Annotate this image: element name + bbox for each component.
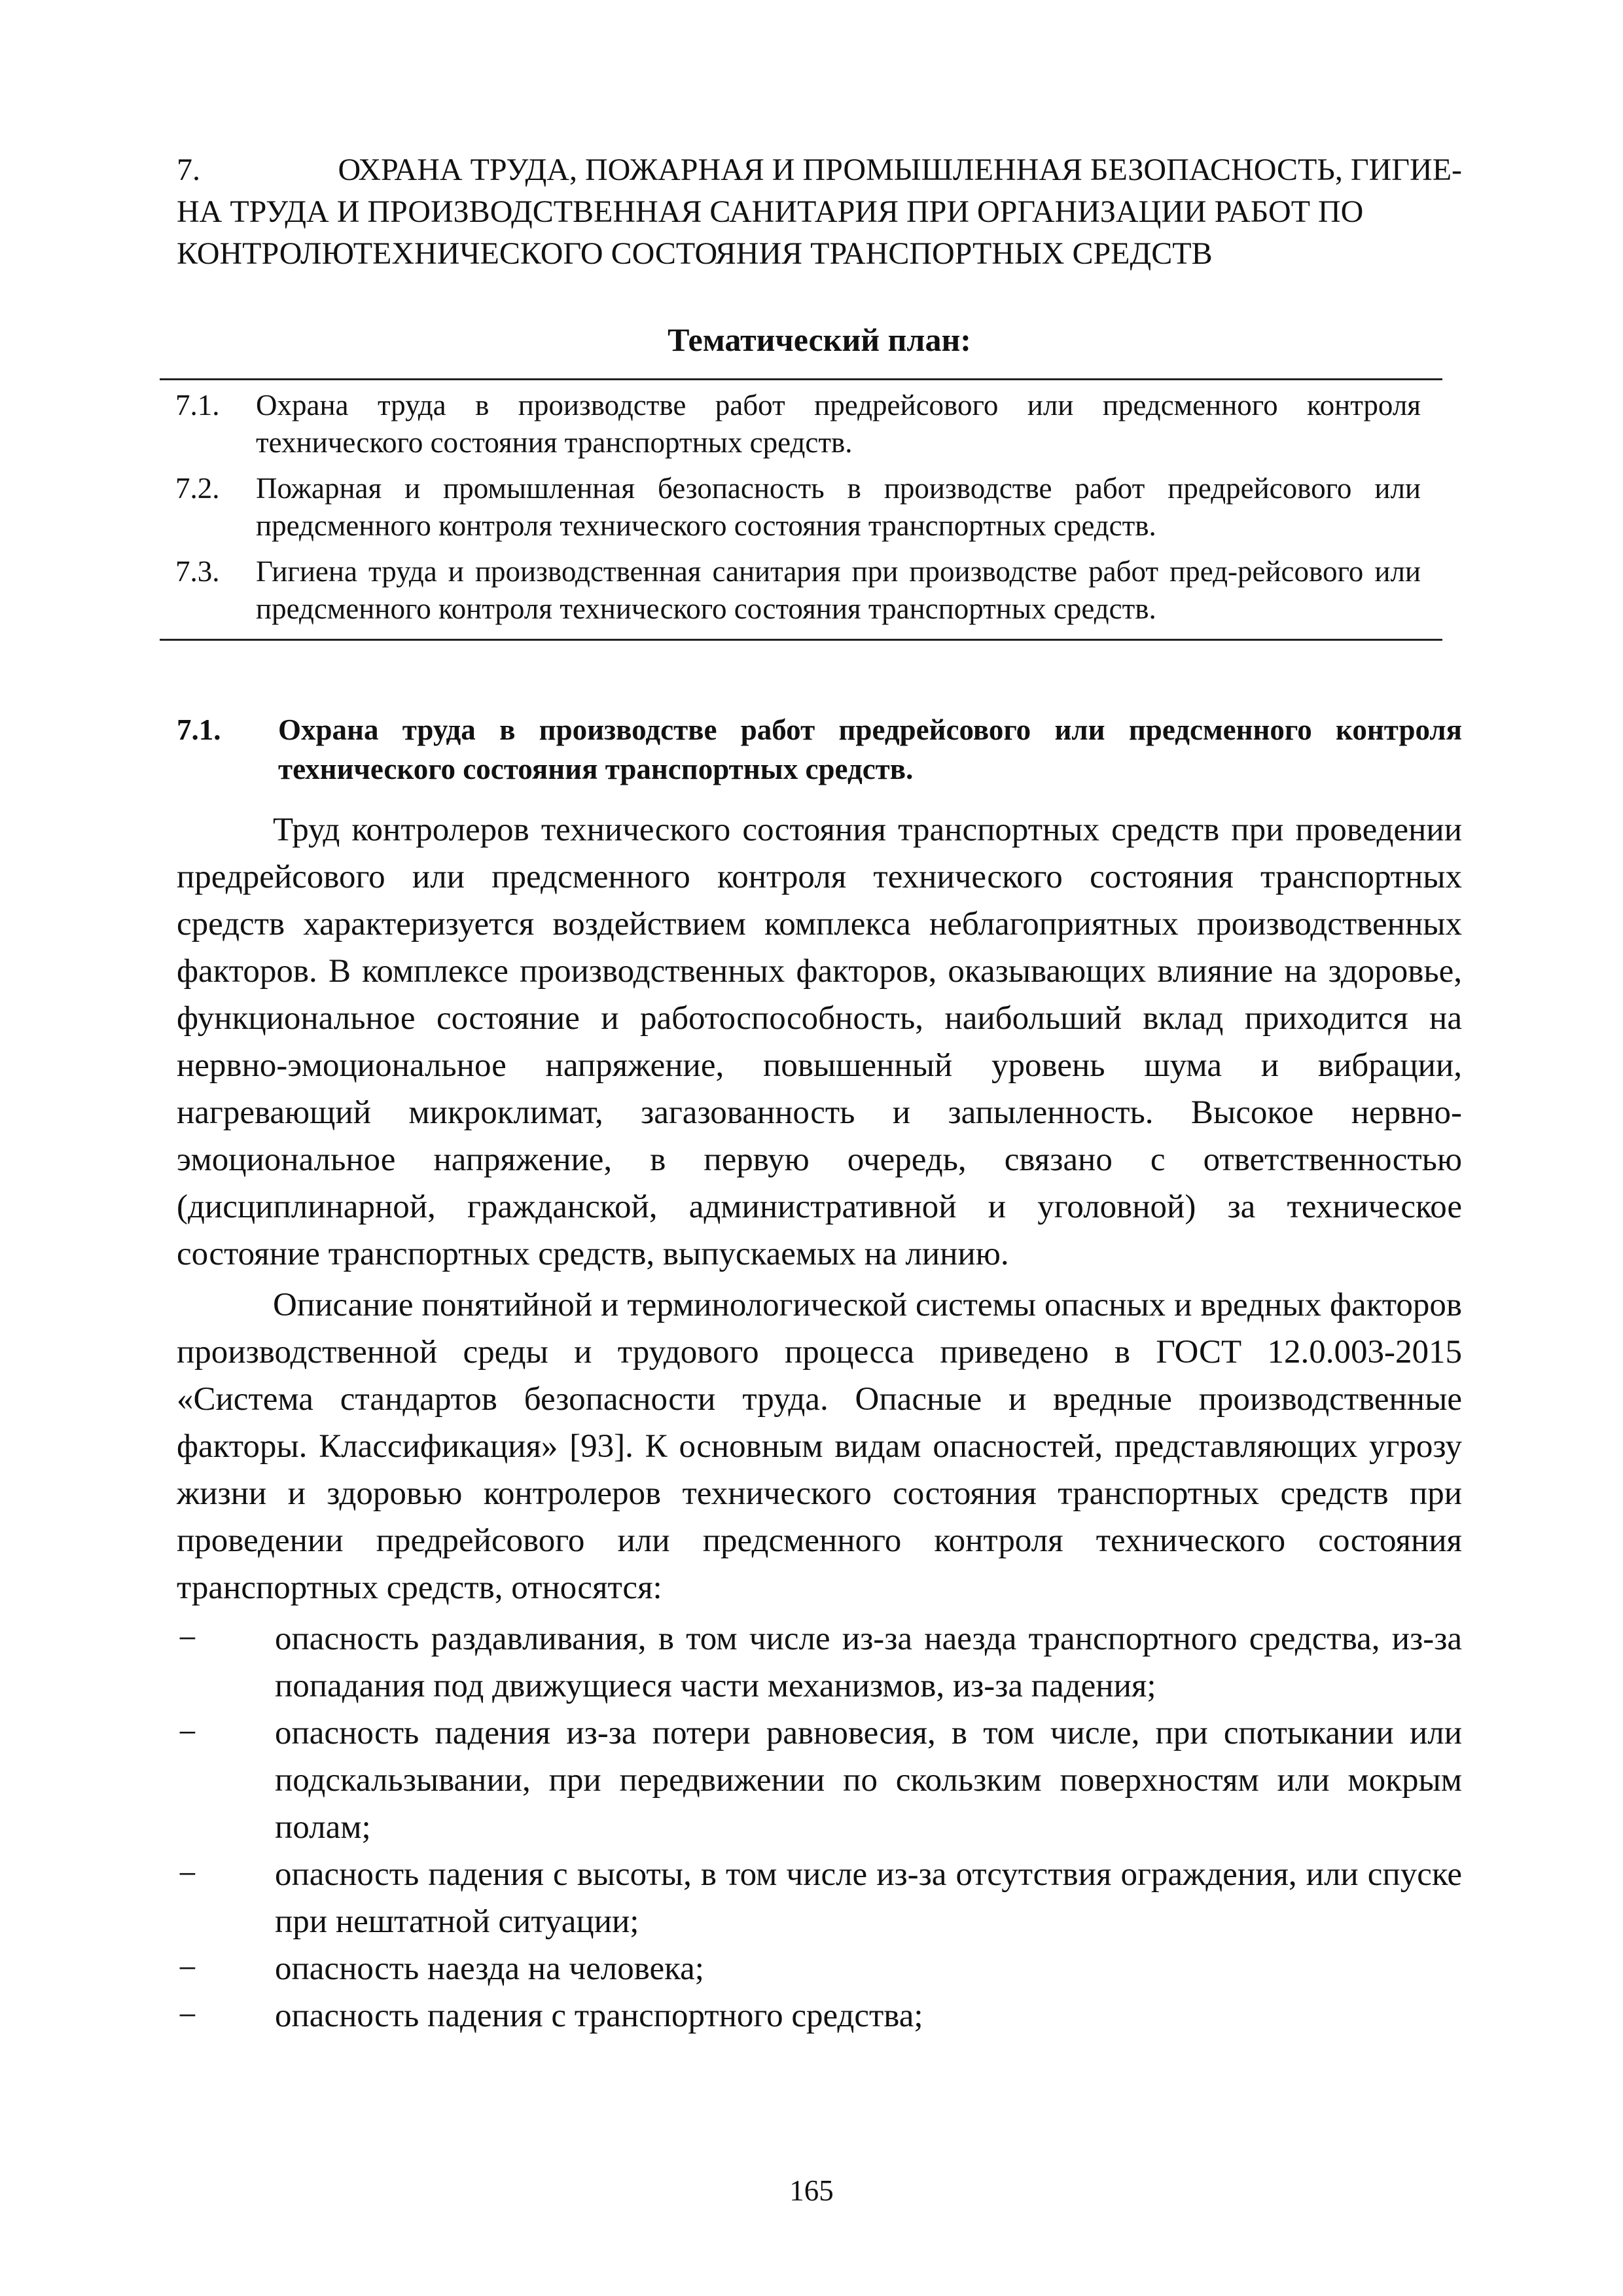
chapter-number: 7. bbox=[177, 152, 200, 187]
thematic-plan-table bbox=[160, 378, 1442, 641]
thematic-plan-title: Тематический план: bbox=[668, 321, 971, 358]
body-text bbox=[177, 806, 1462, 2039]
bullet-dash: − bbox=[178, 1715, 197, 1751]
page-number: 165 bbox=[789, 2174, 834, 2207]
bullet-dash: − bbox=[178, 1950, 197, 1987]
list-item-text: опасность падения с транспортного средства; bbox=[275, 1998, 923, 2034]
plan-item bbox=[160, 470, 1442, 545]
plan-item-number: 7.2. bbox=[175, 472, 220, 505]
list-item-text: опасность падения из-за потери равновесия, в том числе, при спотыкании или подскальзывании, при передвижении по скользким поверхностям или мокрым полам; bbox=[275, 1715, 1462, 1846]
chapter-heading-line-1 bbox=[177, 149, 1462, 191]
plan-item-number: 7.1. bbox=[175, 389, 220, 422]
paragraph: Труд контролеров технического состояния транспортных средств при проведении предрейсового или предсменного контроля технического состояния транспортных средств характеризуется воздействием комплекса неблагоприятных производственных факторов. В комплексе производственных факторов, оказывающих влияние на здоровье, функциональное состояние и работоспособность, наибольший вклад приходится на нервно-эмоциональное напряжение, повышенный уровень шума и вибрации, нагревающий микроклимат, загазованность и запыленность. Высокое нервно-эмоциональное напряжение, в первую очередь, связано с ответственностью (дисциплинарной, гражданской, административной и уголовной) за техническое состояние транспортных средств, выпускаемых на линию. bbox=[177, 812, 1462, 1272]
list-item bbox=[177, 1615, 1462, 1710]
list-item bbox=[177, 1992, 1462, 2039]
hazard-list bbox=[177, 1615, 1462, 2039]
chapter-title-line: НА ТРУДА И ПРОИЗВОДСТВЕННАЯ САНИТАРИЯ ПРИ ОРГАНИЗАЦИИ РАБОТ ПО bbox=[177, 194, 1364, 229]
bullet-dash: − bbox=[178, 1856, 197, 1893]
bullet-dash: − bbox=[178, 1621, 197, 1657]
section-title: Охрана труда в производстве работ предрейсового или предсменного контроля технического состояния транспортных средств. bbox=[278, 713, 1462, 785]
paragraph: Описание понятийной и терминологической системы опасных и вредных факторов производственной среды и трудового процесса приведено в ГОСТ 12.0.003-2015 «Система стандартов безопасности труда. Опасные и вредные производственные факторы. Классификация» [93]. К основным видам опасностей, представляющих угрозу жизни и здоровью контролеров технического состояния транспортных средств при проведении предрейсового или предсменного контроля технического состояния транспортных средств, относятся: bbox=[177, 1287, 1462, 1606]
section-number: 7.1. bbox=[177, 713, 221, 746]
chapter-heading bbox=[177, 149, 1462, 275]
list-item-text: опасность раздавливания, в том числе из-за наезда транспортного средства, из-за попадания под движущиеся части механизмов, из-за падения; bbox=[275, 1621, 1462, 1704]
list-item bbox=[177, 1945, 1462, 1992]
plan-item bbox=[160, 387, 1442, 461]
plan-item bbox=[160, 553, 1442, 628]
list-item-text: опасность наезда на человека; bbox=[275, 1950, 704, 1987]
list-item bbox=[177, 1710, 1462, 1851]
chapter-title-line: ОХРАНА ТРУДА, ПОЖАРНАЯ И ПРОМЫШЛЕННАЯ БЕЗОПАСНОСТЬ, ГИГИЕ- bbox=[338, 152, 1462, 187]
plan-item-text: Пожарная и промышленная безопасность в производстве работ предрейсового или предсменного контроля технического состояния транспортных средств. bbox=[256, 472, 1421, 542]
plan-item-text: Охрана труда в производстве работ предрейсового или предсменного контроля технического состояния транспортных средств. bbox=[256, 389, 1421, 459]
plan-item-number: 7.3. bbox=[175, 555, 220, 588]
chapter-title-line: КОНТРОЛЮТЕХНИЧЕСКОГО СОСТОЯНИЯ ТРАНСПОРТНЫХ СРЕДСТВ bbox=[177, 236, 1213, 271]
bullet-dash: − bbox=[178, 1998, 197, 2034]
section-heading bbox=[177, 710, 1462, 789]
list-item bbox=[177, 1851, 1462, 1945]
plan-item-text: Гигиена труда и производственная санитария при производстве работ пред-рейсового или предсменного контроля технического состояния транспортных средств. bbox=[256, 555, 1421, 625]
list-item-text: опасность падения с высоты, в том числе из-за отсутствия ограждения, или спуске при нештатной ситуации; bbox=[275, 1856, 1462, 1940]
